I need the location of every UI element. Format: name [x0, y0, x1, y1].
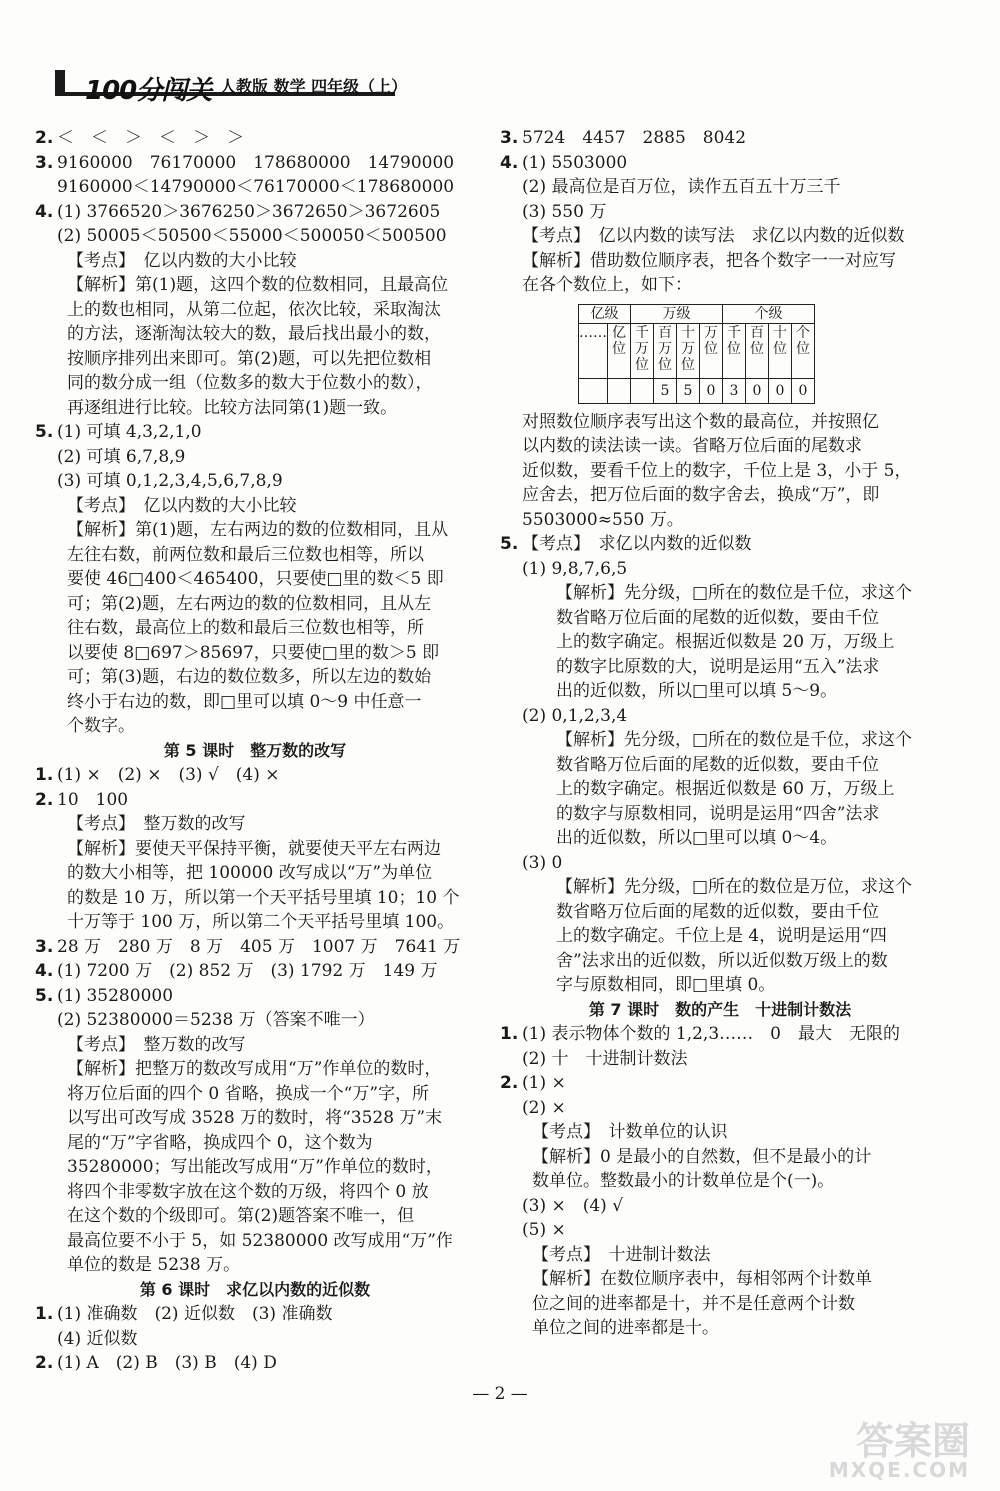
answer-line: [500, 1292, 940, 1317]
digit-cell: 0: [700, 378, 723, 403]
answer-line: [500, 434, 940, 459]
question-number: 3.: [35, 936, 54, 957]
line-text: 10 100: [57, 789, 129, 810]
digit-cell: 5: [677, 378, 700, 403]
answer-line: [35, 126, 475, 151]
answer-line: [35, 273, 475, 298]
answer-line: [500, 973, 940, 998]
answer-line: [500, 753, 940, 778]
answer-line: [500, 728, 940, 753]
answer-line: [500, 1120, 940, 1145]
place-name-cell: 百 万 位: [654, 323, 677, 378]
brand-logo: 100分闯关: [85, 76, 212, 106]
digit-cell: [631, 378, 654, 403]
line-text: 【解析】先分级，□所在的数位是千位，求这个: [556, 583, 913, 603]
place-name-cell: 千 万 位: [631, 323, 654, 378]
answer-line: [35, 200, 475, 225]
line-text: (2) ×: [522, 1097, 566, 1118]
answer-line: [35, 592, 475, 617]
line-text: (2) 十 十进制计数法: [522, 1048, 688, 1069]
line-text: 在这个数的个级即可。第(2)题答案不唯一，但: [67, 1206, 415, 1226]
answer-line: [500, 1316, 940, 1341]
book-title: 人教版 数学 四年级（上）: [220, 77, 408, 96]
answer-line: [35, 1057, 475, 1082]
answer-line: [35, 616, 475, 641]
answer-line: [35, 788, 475, 813]
answer-line: [35, 1033, 475, 1058]
line-text: 以写出可改写成 3528 万的数时，将“3528 万”末: [67, 1108, 443, 1128]
line-text: 【考点】 求亿以内数的近似数: [522, 534, 752, 554]
group-wan: 万级: [631, 304, 723, 323]
answer-line: [500, 1047, 940, 1072]
line-text: 【考点】 亿以内数的大小比较: [67, 250, 297, 271]
answer-line: [35, 249, 475, 274]
line-text: (5) ×: [522, 1220, 566, 1240]
line-text: 单位的数是 5238 万。: [67, 1255, 241, 1275]
line-text: 第 7 课时 数的产生 十进制计数法: [588, 999, 852, 1019]
answer-line: [500, 483, 940, 508]
digit-cell: 0: [792, 378, 815, 403]
answer-line: [500, 851, 940, 876]
question-number: 5.: [35, 422, 54, 442]
answer-line: [35, 175, 475, 200]
digit-cell: 0: [769, 378, 792, 403]
section-heading: [35, 1278, 475, 1303]
answer-line: [35, 837, 475, 862]
line-text: 【解析】0 是最小的自然数，但不是最小的计: [532, 1146, 872, 1167]
line-text: 9160000＜14790000＜76170000＜178680000: [57, 177, 455, 197]
digit-cell: [579, 378, 608, 403]
line-text: 数单位。整数最小的计数单位是个(一)。: [532, 1171, 835, 1191]
line-text: (3) × (4) √: [522, 1195, 624, 1216]
line-text: (1) 9,8,7,6,5: [522, 558, 628, 579]
answer-line: [35, 984, 475, 1009]
answer-line: [35, 224, 475, 249]
line-text: 对照数位顺序表写出这个数的最高位，并按照亿: [522, 411, 879, 432]
question-number: 2.: [35, 789, 54, 810]
line-text: 的数字比原数的大，说明是运用“五入”法求: [556, 656, 880, 677]
digit-cell: 3: [723, 378, 746, 403]
line-text: 第 5 课时 整万数的改写: [163, 740, 347, 760]
answer-line: [35, 1008, 475, 1033]
line-text: 的方法，逐渐淘汰较大的数，最后找出最小的数，: [67, 324, 441, 344]
line-text: (2) 52380000＝5238 万（答案不唯一）: [57, 1010, 375, 1030]
answer-line: [500, 630, 940, 655]
line-text: 将四个非零数字放在这个数的万级，将四个 0 放: [67, 1181, 429, 1202]
right-top-block: [500, 126, 940, 298]
line-text: (1) × (2) × (3) √ (4) ×: [57, 765, 280, 785]
line-text: 数省略万位后面的尾数的近似数，要由千位: [556, 901, 879, 922]
line-text: 应舍去，把万位后面的数字舍去，换成“万”，即: [522, 485, 880, 505]
line-text: 单位之间的进率都是十。: [532, 1318, 719, 1338]
answer-line: [500, 581, 940, 606]
answer-line: [35, 347, 475, 372]
answer-line: [500, 151, 940, 176]
answer-line: [35, 371, 475, 396]
line-text: (1) 35280000: [57, 985, 174, 1006]
question-number: 5.: [500, 534, 519, 554]
question-number: 3.: [35, 152, 54, 173]
line-text: 数省略万位后面的尾数的近似数，要由千位: [556, 607, 879, 628]
answer-line: [500, 606, 940, 631]
line-text: (1) 3766520＞3676250＞3672650＞3672605: [57, 201, 441, 222]
answer-line: [500, 532, 940, 557]
line-text: 【解析】在数位顺序表中，每相邻两个计数单: [532, 1269, 872, 1289]
line-text: 【考点】 整万数的改写: [67, 1034, 246, 1055]
line-text: 往右数，最高位上的数和最后三位数也相等，所: [67, 618, 424, 638]
line-text: 上的数字确定。根据近似数是 20 万，万级上: [556, 632, 895, 652]
line-text: 上的数也相同，从第二位起，依次比较，采取淘汰: [67, 299, 441, 320]
question-number: 4.: [35, 201, 54, 222]
line-text: 可；第(3)题，右边的数位数多，所以左边的数始: [67, 667, 432, 687]
question-number: 5.: [35, 985, 54, 1006]
line-text: (1) 7200 万 (2) 852 万 (3) 1792 万 149 万: [57, 961, 438, 981]
page-header: [55, 70, 408, 110]
line-text: 最高位要不小于 5，如 52380000 改写成用“万”作: [67, 1230, 453, 1251]
answer-line: [500, 1243, 940, 1268]
line-text: 的数大小相等，把 100000 改写成以“万”为单位: [67, 863, 433, 883]
line-text: 尾的“万”字省略，换成四个 0，这个数为: [67, 1132, 373, 1153]
line-text: 位之间的进率都是十，并不是任意两个计数: [532, 1293, 855, 1314]
question-number: 3.: [500, 128, 519, 148]
line-text: 的数是 10 万，所以第一个天平括号里填 10；10 个: [67, 887, 460, 908]
question-number: 2.: [35, 1353, 54, 1373]
place-name-cell: ……: [579, 323, 608, 378]
line-text: ＜ ＜ ＞ ＜ ＞ ＞: [57, 128, 244, 148]
line-text: 以内数的读法读一读。省略万位后面的尾数求: [522, 436, 862, 456]
line-text: 近似数，要看千位上的数字，千位上是 3，小于 5，: [522, 460, 912, 481]
right-bottom-block: [500, 410, 940, 1341]
answer-line: [35, 812, 475, 837]
answer-line: [500, 1022, 940, 1047]
answer-line: [500, 410, 940, 435]
right-column: [500, 126, 940, 1341]
line-text: 按顺序排列出来即可。第(2)题，可以先把位数相: [67, 348, 432, 369]
answer-line: [35, 1351, 475, 1376]
line-text: (3) 可填 0,1,2,3,4,5,6,7,8,9: [57, 471, 283, 491]
line-text: 的数字与原数相同，说明是运用“四舍”法求: [556, 803, 880, 824]
line-text: (2) 0,1,2,3,4: [522, 705, 628, 726]
place-name-cell: 十 位: [769, 323, 792, 378]
line-text: (1) ×: [522, 1073, 566, 1093]
answer-line: [500, 175, 940, 200]
answer-line: [500, 249, 940, 274]
answer-line: [35, 886, 475, 911]
answer-line: [35, 910, 475, 935]
line-text: 【解析】第(1)题，左右两边的数的位数相同，且从: [67, 520, 449, 540]
answer-line: [500, 1194, 940, 1219]
line-text: 舍”法求出的近似数，所以近似数万级上的数: [556, 950, 888, 971]
question-number: 2.: [35, 128, 54, 148]
line-text: 【考点】 十进制计数法: [532, 1244, 711, 1265]
answer-line: [35, 1082, 475, 1107]
answer-line: [35, 420, 475, 445]
answer-line: [500, 1169, 940, 1194]
place-name-cell: 十 万 位: [677, 323, 700, 378]
answer-line: [35, 469, 475, 494]
answer-line: [35, 1131, 475, 1156]
line-text: 【解析】把整万的数改写成用“万”作单位的数时，: [67, 1059, 442, 1079]
answer-line: [35, 298, 475, 323]
answer-line: [500, 1145, 940, 1170]
answer-line: [500, 900, 940, 925]
section-heading: [35, 739, 475, 764]
answer-line: [500, 679, 940, 704]
page-number: — 2 —: [472, 1384, 528, 1404]
answer-line: [35, 1204, 475, 1229]
answer-line: [35, 151, 475, 176]
line-text: 出的近似数，所以□里可以填 0～4。: [556, 828, 838, 848]
line-text: 十万等于 100 万，所以第二个天平括号里填 100。: [67, 912, 455, 932]
line-text: 【解析】第(1)题，这四个数的位数相同，且最高位: [67, 275, 449, 295]
line-text: 上的数字确定。千位上是 4，说明是运用“四: [556, 926, 887, 946]
answer-line: [35, 1327, 475, 1352]
line-text: (1) 可填 4,3,2,1,0: [57, 422, 202, 442]
line-text: 【考点】 计数单位的认识: [532, 1122, 728, 1142]
line-text: (2) 可填 6,7,8,9: [57, 446, 186, 467]
answer-line: [500, 1218, 940, 1243]
line-text: 【解析】要使天平保持平衡，就要使天平左右两边: [67, 838, 441, 859]
line-text: 终小于右边的数，即□里可以填 0～9 中任意一: [67, 691, 422, 712]
answer-line: [35, 935, 475, 960]
answer-line: [500, 1096, 940, 1121]
line-text: 个数字。: [67, 716, 135, 736]
answer-line: [35, 861, 475, 886]
answer-line: [35, 714, 475, 739]
section-heading: [500, 998, 940, 1023]
answer-line: [35, 763, 475, 788]
answer-line: [500, 875, 940, 900]
line-text: (4) 近似数: [57, 1328, 138, 1349]
group-yi: 亿级: [579, 304, 631, 323]
answer-line: [35, 1180, 475, 1205]
digit-cell: [608, 378, 631, 403]
line-text: (1) 表示物体个数的 1,2,3…… 0 最大 无限的: [522, 1024, 900, 1044]
answer-line: [500, 802, 940, 827]
line-text: 将万位后面的四个 0 省略，换成一个“万”字，所: [67, 1083, 430, 1104]
place-value-table: [578, 304, 815, 404]
answer-line: [500, 1071, 940, 1096]
line-text: 【解析】借助数位顺序表，把各个数字一一对应写: [522, 250, 896, 271]
answer-line: [35, 665, 475, 690]
answer-line: [35, 567, 475, 592]
answer-line: [500, 126, 940, 151]
line-text: 上的数字确定。根据近似数是 60 万，万级上: [556, 779, 895, 799]
line-text: 出的近似数，所以□里可以填 5～9。: [556, 681, 838, 701]
place-name-cell: 百 位: [746, 323, 769, 378]
line-text: 【考点】 亿以内数的读写法 求亿以内数的近似数: [522, 226, 905, 246]
answer-line: [35, 1229, 475, 1254]
answer-line: [35, 1155, 475, 1180]
answer-line: [35, 445, 475, 470]
line-text: 要使 46□400＜465400，只要使□里的数＜5 即: [67, 569, 444, 589]
answer-line: [500, 1267, 940, 1292]
answer-line: [35, 543, 475, 568]
answer-line: [35, 494, 475, 519]
answer-line: [500, 557, 940, 582]
answer-line: [500, 826, 940, 851]
answer-line: [500, 200, 940, 225]
place-name-cell: 个 位: [792, 323, 815, 378]
line-text: (1) 5503000: [522, 152, 628, 173]
answer-line: [500, 924, 940, 949]
line-text: 【考点】 亿以内数的大小比较: [67, 495, 297, 516]
answer-line: [500, 273, 940, 298]
line-text: 左往右数，前两位数和最后三位数也相等，所以: [67, 544, 424, 565]
line-text: (2) 50005＜50500＜55000＜500050＜500500: [57, 226, 447, 246]
line-text: 再逐组进行比较。比较方法同第(1)题一致。: [67, 397, 398, 418]
answer-line: [500, 777, 940, 802]
line-text: 9160000 76170000 178680000 14790000: [57, 152, 455, 173]
answer-line: [35, 690, 475, 715]
line-text: 字与原数相同，即□里填 0。: [556, 975, 776, 995]
line-text: 5503000≈550 万。: [522, 509, 684, 530]
answer-line: [35, 322, 475, 347]
place-name-cell: 亿 位: [608, 323, 631, 378]
digit-cell: 0: [746, 378, 769, 403]
question-number: 4.: [35, 961, 54, 981]
line-text: (3) 0: [522, 852, 563, 873]
answer-line: [35, 396, 475, 421]
line-text: 35280000；写出能改写成用“万”作单位的数时，: [67, 1157, 443, 1177]
question-number: 1.: [35, 765, 54, 785]
line-text: 5724 4457 2885 8042: [522, 128, 747, 148]
answer-line: [500, 224, 940, 249]
group-ge: 个级: [723, 304, 815, 323]
line-text: 可；第(2)题，左右两边的数的位数相同，且从左: [67, 593, 432, 614]
place-name-cell: 千 位: [723, 323, 746, 378]
line-text: 【考点】 整万数的改写: [67, 814, 246, 834]
digit-cell: 5: [654, 378, 677, 403]
answer-line: [35, 959, 475, 984]
line-text: (1) 准确数 (2) 近似数 (3) 准确数: [57, 1304, 333, 1324]
line-text: (2) 最高位是百万位，读作五百五十万三千: [522, 177, 841, 197]
answer-line: [35, 1302, 475, 1327]
answer-line: [500, 508, 940, 533]
answer-line: [35, 518, 475, 543]
question-number: 1.: [500, 1024, 519, 1044]
answer-line: [500, 949, 940, 974]
watermark-logo: 答案圈: [855, 1419, 970, 1463]
answer-line: [35, 1106, 475, 1131]
line-text: 以要使 8□697＞85697，只要使□里的数＞5 即: [67, 642, 440, 663]
line-text: 在各个数位上，如下：: [522, 275, 692, 295]
line-text: 第 6 课时 求亿以内数的近似数: [139, 1279, 371, 1299]
answer-line: [35, 1253, 475, 1278]
line-text: 【解析】先分级，□所在的数位是万位，求这个: [556, 877, 913, 897]
left-column: [35, 126, 475, 1376]
question-number: 2.: [500, 1073, 519, 1093]
line-text: 数省略万位后面的尾数的近似数，要由千位: [556, 754, 879, 775]
line-text: (1) A (2) B (3) B (4) D: [57, 1353, 277, 1373]
watermark-url: MXQE.COM: [828, 1458, 970, 1482]
answer-line: [500, 704, 940, 729]
question-number: 1.: [35, 1304, 54, 1324]
line-text: 28 万 280 万 8 万 405 万 1007 万 7641 万: [57, 936, 461, 957]
question-number: 4.: [500, 152, 519, 173]
answer-line: [500, 655, 940, 680]
place-name-cell: 万 位: [700, 323, 723, 378]
answer-line: [500, 459, 940, 484]
answer-line: [35, 641, 475, 666]
line-text: 【解析】先分级，□所在的数位是千位，求这个: [556, 730, 913, 750]
line-text: (3) 550 万: [522, 201, 607, 222]
line-text: 同的数分成一组（位数多的数大于位数小的数），: [67, 373, 433, 393]
